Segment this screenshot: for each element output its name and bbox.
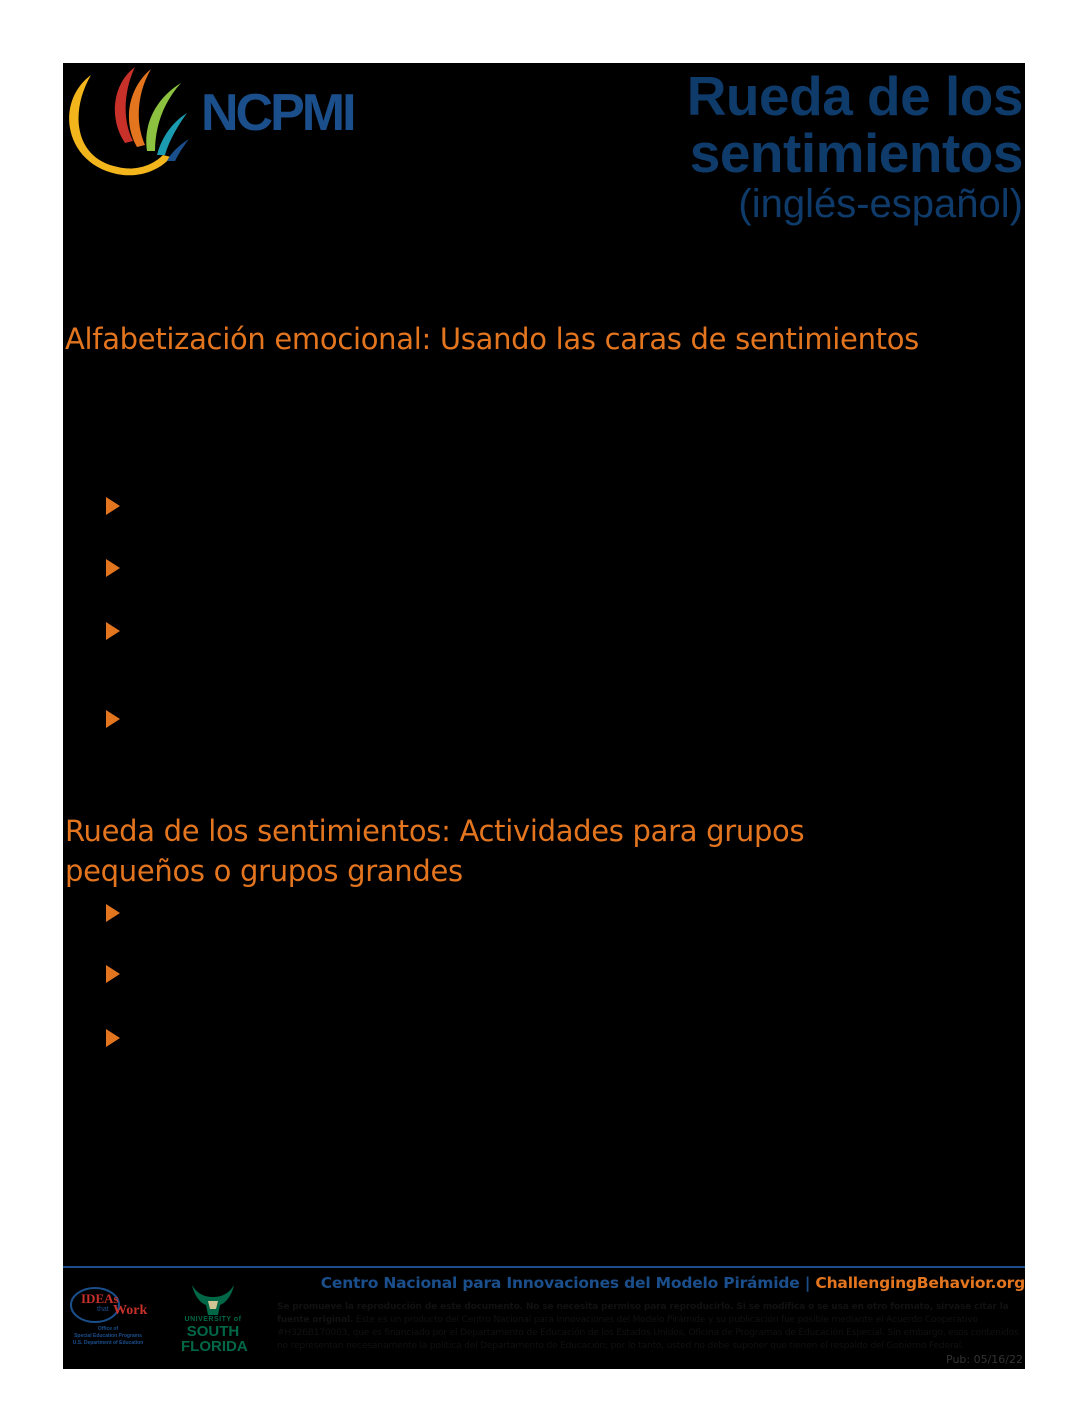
section-heading-activities-line-2: pequeños o grupos grandes xyxy=(65,854,463,888)
bullet-arrow-icon xyxy=(106,904,120,922)
title-line-2: sentimientos xyxy=(689,122,1023,184)
bullet-arrow-icon xyxy=(106,622,120,640)
center-name: Centro Nacional para Innovaciones del Modelo Pirámide xyxy=(320,1274,800,1292)
title-subtitle: (inglés-español) xyxy=(738,182,1023,226)
footer-disclaimer xyxy=(277,1301,1023,1353)
logo-swoosh-blue xyxy=(167,139,189,161)
bullet-arrow-icon xyxy=(106,559,120,577)
site-link[interactable]: ChallengingBehavior.org xyxy=(815,1274,1025,1292)
idea-logo-caption-3: U.S. Department of Education xyxy=(72,1340,144,1346)
section-heading-activities xyxy=(65,811,804,891)
idea-logo-word-work: Work xyxy=(113,1303,148,1318)
disclaimer-bold: Se promueve la reproducción de este documento. No se necesita permiso para reproducirlo. Si se modifica o se usa en otro formato, sírvase citar la fuente original. xyxy=(277,1302,1009,1325)
bullet-arrow-icon xyxy=(106,965,120,983)
footer-divider xyxy=(63,1266,1025,1268)
disclaimer-text: Este es un producto del Centro Nacional para Innovaciones del Modelo Pirámide y su publicación fue posible mediante el Acuerdo Cooperativo #H326B170003, que es financiado por el Departamento de Educación de los Estados Unidos, Oficina de Programas de Educación Especial. Sin embargo, esos contenidos no representan necesariamente la política del Departamento de Educación; por lo tanto, usted no debe suponer que tienen el respaldo del Gobierno Federal. xyxy=(277,1315,1019,1351)
bullet-arrow-icon xyxy=(106,1029,120,1047)
footer-separator: | xyxy=(799,1274,816,1292)
idea-logo-word-ideas: IDEAs xyxy=(81,1291,119,1306)
section-heading-emotional-literacy: Alfabetización emocional: Usando las caras de sentimientos xyxy=(65,322,919,356)
logo-swoosh-teal xyxy=(157,113,187,155)
usf-wordmark xyxy=(181,1323,248,1355)
footer-center-name xyxy=(277,1274,1025,1292)
usf-university-of: UNIVERSITY of xyxy=(184,1316,242,1323)
document-page xyxy=(63,63,1025,1369)
bullet-arrow-icon xyxy=(106,497,120,515)
title-line-1: Rueda de los xyxy=(686,65,1023,127)
idea-logo-caption-1: Office of xyxy=(97,1326,119,1332)
section-heading-activities-line-1: Rueda de los sentimientos: Actividades para grupos xyxy=(65,814,805,848)
idea-logo-caption-2: Special Education Programs xyxy=(74,1333,142,1339)
idea-logo-word-that: that xyxy=(97,1306,109,1313)
page-title xyxy=(686,65,1023,226)
ncpmi-logo-text: NCPMI xyxy=(201,84,354,142)
publication-date: Pub: 05/16/22 xyxy=(946,1353,1023,1366)
usf-florida: FLORIDA xyxy=(181,1338,248,1355)
bullet-arrow-icon xyxy=(106,710,120,728)
usf-south: SOUTH xyxy=(186,1323,240,1340)
ideas-that-work-logo xyxy=(67,1281,149,1351)
